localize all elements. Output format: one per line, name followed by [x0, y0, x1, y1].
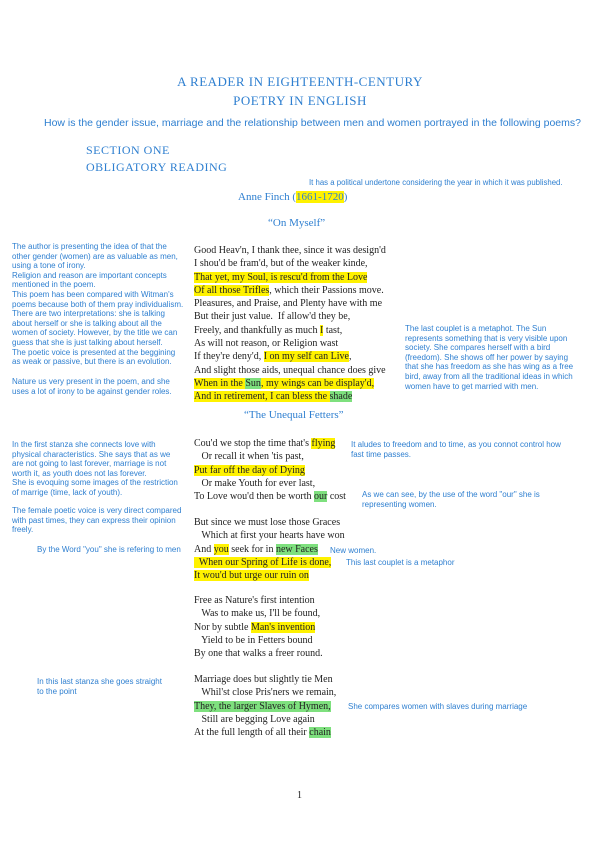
line-text: cost: [327, 491, 346, 503]
line-text: Freely, and thankfully as much: [194, 324, 320, 336]
highlight-green: new Faces: [275, 543, 318, 555]
note-left-2-line: Nature us very present in the poem, and she: [12, 377, 170, 386]
note-left-3-line: She is evoquing some images of the restriction: [12, 478, 178, 488]
line-text: Whil'st close Pris'ners we remain,: [194, 687, 337, 699]
poem-line: [194, 621, 323, 634]
note-left-1-line: The author is presenting the idea of that the: [12, 242, 167, 251]
note-left-2-line: uses a lot of irony to be against gender roles.: [12, 386, 172, 396]
note-left-1-line: about herself or she is talking about all the: [12, 318, 162, 328]
note-slaves: She compares women with slaves during marriage: [348, 702, 528, 711]
note-straight-line: to the point: [37, 686, 77, 696]
author-name: Anne Finch (: [238, 191, 297, 203]
line-text: As will not reason, or Religion wast: [194, 338, 339, 350]
poem-line: [194, 490, 346, 503]
section-subheading: OBLIGATORY READING: [86, 160, 228, 174]
note-left-1: [12, 242, 183, 367]
poem-line: [194, 686, 336, 699]
note-left-1-line: other gender (women) are as valuable as men,: [12, 251, 178, 261]
poem-2-stanza-2: [194, 516, 345, 582]
note-right-1: [405, 324, 573, 391]
note-left-3-line: physical characteristics. She says that as we: [12, 449, 171, 459]
poem-line: [194, 324, 386, 337]
poem-line: [194, 350, 386, 363]
note-political: It has a political undertone considering the year in which it was published.: [309, 178, 563, 187]
poem-line: [194, 594, 323, 607]
author-close: ): [343, 191, 348, 203]
poem-1-title: “On Myself”: [268, 217, 326, 229]
highlight-green: Sun: [245, 377, 261, 389]
poem-line: [194, 450, 346, 463]
highlight-yellow: And in retirement, I can bless the: [194, 391, 330, 403]
highlight-yellow: Of all those Trifles: [194, 284, 270, 296]
note-our-line: As we can see, by the use of the word "our" she is: [362, 490, 540, 499]
poem-line: [194, 700, 336, 713]
highlight-green: shade: [329, 391, 353, 403]
note-right-1-line: women have to get married with men.: [405, 381, 539, 391]
poem-line: [194, 713, 336, 726]
poem-line: [194, 337, 386, 350]
line-text: And: [194, 543, 214, 555]
note-left-1-line: The poetic voice is presented at the beggining: [12, 347, 176, 357]
line-text: But their just value. If allow'd they be,: [194, 311, 351, 323]
note-left-1-line: mentioned in the poem.: [12, 280, 96, 290]
poem-2-stanza-4: [194, 673, 336, 739]
line-text: Nor by subtle: [194, 621, 251, 633]
line-text: , which their Passions move.: [269, 284, 384, 296]
highlight-yellow: Put far off the day of Dying: [194, 464, 305, 476]
note-left-3-line: of marrige (time, lack of youth).: [12, 487, 123, 497]
poem-line: [194, 310, 386, 323]
note-our: [362, 490, 540, 509]
line-text: ,: [348, 351, 352, 363]
line-text: Or make Youth for ever last,: [194, 477, 316, 489]
poem-line: [194, 377, 386, 390]
poem-2-stanza-1: [194, 437, 346, 503]
note-left-1-line: using a tone of irony.: [12, 261, 86, 271]
line-text: Good Heav'n, I thank thee, since it was design'd: [194, 245, 386, 256]
note-flying-line: It aludes to freedom and to time, as you connot control how: [351, 440, 561, 449]
note-left-4-line: The female poetic voice is very direct compared: [12, 506, 182, 515]
author-years: 1661-1720: [296, 191, 344, 203]
line-text: If they're deny'd,: [194, 351, 264, 363]
note-new-women: New women.: [330, 546, 377, 555]
poem-line: [194, 271, 386, 284]
poem-line: [194, 543, 345, 556]
page-number: 1: [297, 790, 302, 801]
note-left-2: [12, 377, 172, 396]
note-metaphor: This last couplet is a metaphor: [346, 558, 455, 567]
guiding-question: How is the gender issue, marriage and the relationship between men and women portrayed in the following poems?: [44, 117, 581, 129]
note-straight: [37, 677, 162, 696]
note-left-3-line: are not going to last forever, marriage is not: [12, 459, 167, 469]
highlight-yellow: I on my self can Live: [263, 351, 349, 363]
note-straight-line: In this last stanza she goes straight: [37, 677, 162, 686]
poem-1-body: [194, 244, 386, 404]
poem-2-title: “The Unequal Fetters”: [244, 409, 344, 421]
poem-line: [194, 607, 323, 620]
author-line: [238, 191, 347, 203]
note-right-1-line: (freedom). She shows off her power by saying: [405, 352, 569, 362]
poem-line: [194, 634, 323, 647]
document-title-line-2: POETRY IN ENGLISH: [233, 93, 367, 108]
document-title-line-1: A READER IN EIGHTEENTH-CENTURY: [177, 74, 423, 89]
line-text: Cou'd we stop the time that's: [194, 438, 312, 449]
poem-line: [194, 726, 336, 739]
note-left-1-line: There are two interpretations: she is talking: [12, 309, 165, 319]
note-left-1-line: Religion and reason are important concepts: [12, 270, 167, 280]
poem-line: [194, 529, 345, 542]
section-heading: SECTION ONE: [86, 143, 170, 157]
line-text: Which at first your hearts have won: [194, 530, 345, 542]
note-left-3-line: worth it, as youth does not las forever.: [12, 468, 147, 478]
note-right-1-line: that she has freedom as she has wing as a free: [405, 362, 574, 372]
note-left-1-line: women of society. However, by the title we can: [12, 328, 178, 338]
note-left-1-line: guess that she is just talking about herself.: [12, 337, 163, 347]
highlight-green: They, the larger Slaves of Hymen,: [194, 700, 331, 712]
poem-line: [194, 244, 386, 257]
highlight-yellow: That yet, my Soul, is rescu'd from the Love: [194, 271, 368, 283]
highlight-yellow: Man's invention: [250, 621, 316, 633]
highlight-yellow: It wou'd but urge our ruin on: [194, 570, 309, 582]
poem-2-stanza-3: [194, 594, 323, 660]
line-text: Pleasures, and Praise, and Plenty have with me: [194, 298, 383, 310]
line-text: To Love wou'd then be worth: [194, 491, 314, 503]
note-left-1-line: as weak or passive, but there is an evolution.: [12, 357, 172, 367]
poem-line: [194, 437, 346, 450]
poem-line: [194, 647, 323, 660]
note-flying: [351, 440, 561, 459]
highlight-yellow: , my wings can be display'd,: [260, 377, 375, 389]
poem-line: [194, 569, 345, 582]
highlight-yellow: you: [213, 543, 229, 555]
highlight-yellow: When our Spring of Life is done,: [194, 556, 332, 568]
poem-line: [194, 257, 386, 270]
poem-line: [194, 477, 346, 490]
highlight-yellow: flying: [311, 438, 336, 449]
line-text: By one that walks a freer round.: [194, 648, 323, 660]
note-left-1-line: poems because both of them pray individualism.: [12, 299, 184, 309]
poem-line: [194, 297, 386, 310]
highlight-yellow: I: [320, 324, 324, 336]
poem-line: [194, 284, 386, 297]
line-text: Free as Nature's first intention: [194, 595, 315, 606]
poem-line: [194, 464, 346, 477]
line-text: Yield to be in Fetters bound: [194, 634, 313, 646]
line-text: Was to make us, I'll be found,: [194, 608, 321, 620]
note-left-4-line: freely.: [12, 525, 34, 535]
highlight-yellow: When in the: [194, 377, 246, 389]
note-right-1-line: The last couplet is a metaphot. The Sun: [405, 324, 547, 333]
line-text: Marriage does but slightly tie Men: [194, 674, 333, 685]
line-text: Still are begging Love again: [194, 713, 315, 725]
note-left-1-line: This poem has been compared with Witman's: [12, 289, 174, 299]
line-text: seek for in: [228, 543, 276, 555]
note-flying-line: fast time passes.: [351, 449, 412, 459]
note-right-1-line: society. She compares herself with a bird: [405, 343, 551, 353]
line-text: But since we must lose those Graces: [194, 517, 341, 528]
note-you: By the Word "you" she is refering to men: [37, 545, 181, 554]
line-text: I shou'd be fram'd, but of the weaker kinde,: [194, 258, 368, 270]
note-left-4: [12, 506, 181, 535]
note-left-4-line: with past times, they can express their opinion: [12, 515, 176, 525]
highlight-green: our: [313, 491, 328, 503]
line-text: tast,: [323, 324, 343, 336]
poem-line: [194, 364, 386, 377]
highlight-green: chain: [309, 727, 331, 739]
poem-line: [194, 516, 345, 529]
line-text: Or recall it when 'tis past,: [194, 451, 304, 463]
poem-line: [194, 556, 345, 569]
note-left-3: [12, 440, 178, 498]
poem-line: [194, 390, 386, 403]
note-left-3-line: In the first stanza she connects love with: [12, 440, 156, 449]
poem-line: [194, 673, 336, 686]
line-text: And slight those aids, unequal chance does give: [194, 364, 386, 376]
line-text: At the full length of all their: [194, 727, 310, 739]
note-right-1-line: represents something that is very visible upon: [405, 333, 568, 343]
note-right-1-line: bird, away from all the traditional ideas in which: [405, 371, 573, 381]
note-our-line: representing women.: [362, 499, 437, 509]
